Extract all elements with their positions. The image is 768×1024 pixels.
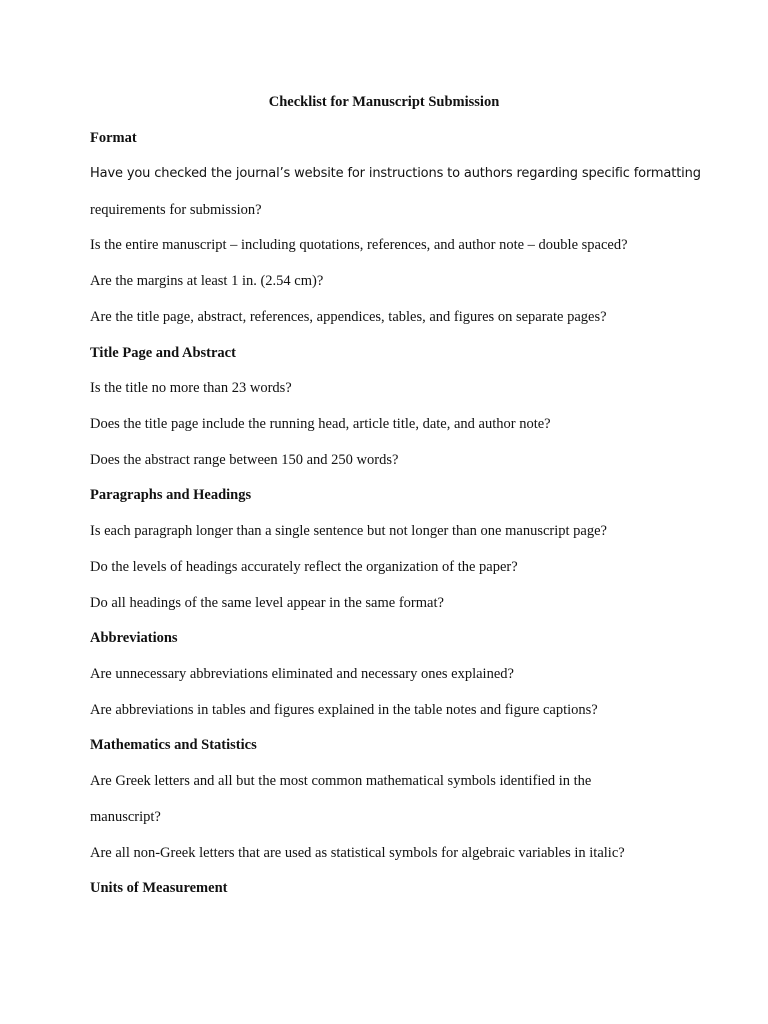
section-heading-math: Mathematics and Statistics	[90, 737, 257, 753]
checklist-item-continuation: requirements for submission?	[90, 202, 262, 218]
section-heading-title-page: Title Page and Abstract	[90, 345, 236, 361]
checklist-item: Are all non-Greek letters that are used as statistical symbols for algebraic variables in italic?	[90, 845, 625, 861]
checklist-item: Are the title page, abstract, references, appendices, tables, and figures on separate pages?	[90, 309, 607, 325]
section-heading-abbreviations: Abbreviations	[90, 630, 178, 646]
section-heading-units: Units of Measurement	[90, 880, 228, 896]
section-heading-paragraphs: Paragraphs and Headings	[90, 487, 252, 503]
checklist-item: Have you checked the journal’s website for instructions to authors regarding specific formatting	[90, 166, 701, 181]
checklist-item: Do all headings of the same level appear in the same format?	[90, 595, 444, 611]
checklist-item: Do the levels of headings accurately reflect the organization of the paper?	[90, 559, 518, 575]
checklist-item: Are abbreviations in tables and figures explained in the table notes and figure captions?	[90, 702, 598, 718]
checklist-item: Is each paragraph longer than a single sentence but not longer than one manuscript page?	[90, 523, 607, 539]
checklist-item: Does the title page include the running head, article title, date, and author note?	[90, 416, 551, 432]
document-title: Checklist for Manuscript Submission	[268, 94, 500, 110]
checklist-item: Are Greek letters and all but the most common mathematical symbols identified in the	[90, 773, 592, 789]
checklist-item: Is the title no more than 23 words?	[90, 380, 292, 396]
section-heading-format: Format	[90, 130, 137, 146]
checklist-item-continuation: manuscript?	[90, 809, 161, 825]
checklist-item: Does the abstract range between 150 and 250 words?	[90, 452, 399, 468]
checklist-item: Is the entire manuscript – including quotations, references, and author note – double spaced?	[90, 237, 628, 253]
checklist-item: Are the margins at least 1 in. (2.54 cm)?	[90, 273, 324, 289]
checklist-item: Are unnecessary abbreviations eliminated and necessary ones explained?	[90, 666, 514, 682]
